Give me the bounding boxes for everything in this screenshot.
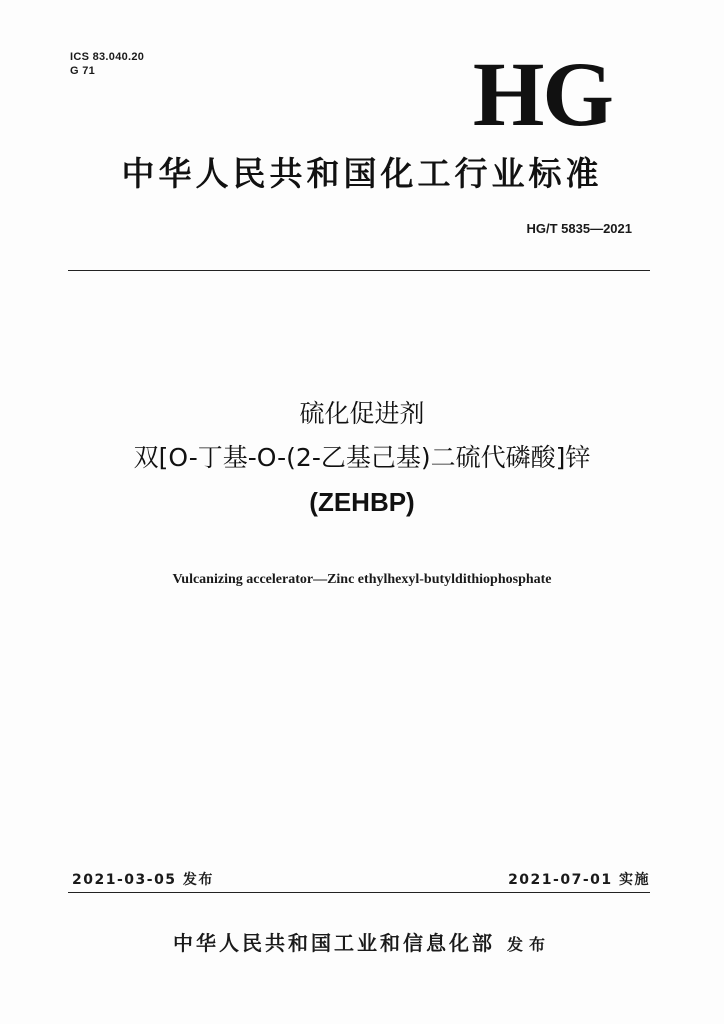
implementation-date: 2021-07-01 实施: [508, 872, 650, 888]
ics-code: ICS 83.040.20: [70, 51, 145, 63]
title-line-2: 双[O-丁基-O-(2-乙基己基)二硫代磷酸]锌: [133, 443, 591, 472]
publisher-line: [40, 928, 684, 960]
standard-number: HG/T 5835—2021: [526, 221, 632, 236]
classification-codes: [70, 50, 144, 78]
standard-category-title: 中华人民共和国化工行业标准: [121, 154, 603, 193]
publish-action: 发布: [506, 935, 551, 954]
top-divider: [68, 270, 650, 271]
bottom-divider: [68, 892, 650, 893]
title-line-1: 硫化促进剂: [299, 399, 425, 428]
english-title: Vulcanizing accelerator—Zinc ethylhexyl-butyldithiophosphate: [172, 572, 552, 587]
category-code: G 71: [70, 65, 96, 77]
title-abbreviation: (ZEHBP): [309, 487, 415, 517]
chinese-title: [40, 392, 684, 524]
publisher-name: 中华人民共和国工业和信息化部: [172, 931, 495, 955]
hg-logo: HG: [472, 43, 612, 145]
issue-date: 2021-03-05 发布: [72, 872, 214, 888]
